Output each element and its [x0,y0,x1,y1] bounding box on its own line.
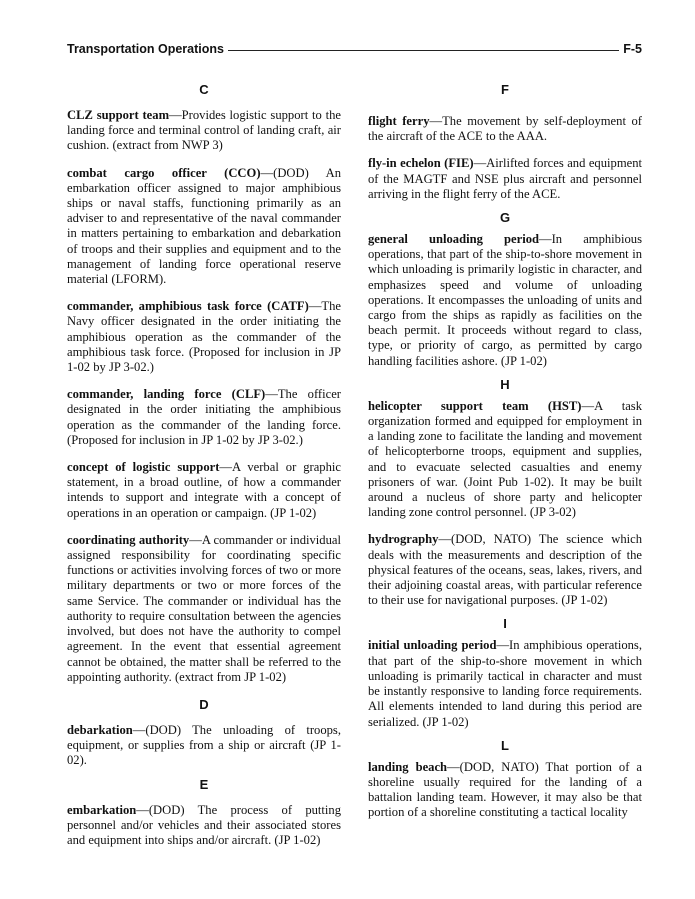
entry-definition: —A verbal or graphic statement, in a broad outline, of how a commander intends to support and integrate with a concept of operations in an operation or campaign. (JP 1-02) [67,460,341,520]
glossary-entry-embarkation [67,803,341,849]
entry-term: landing beach [368,759,448,774]
entry-definition: —A task organization formed and equipped for employment in a landing zone to facilitate the landing and movement of helicopterborne troops, equipment and supplies, and to evacuate selected casualties and enemy prisoners of war. (Joint Pub 1-02). It may be built around a nucleus of shore party and helicopter landing zone control personnel. (JP 3-02) [368,398,642,520]
glossary-entry-concept-of-logistic-support [67,460,341,521]
running-header [67,41,642,57]
entry-term: initial unloading period [368,638,497,653]
entry-definition: —Provides logistic support to the landing force and terminal control of landing craft, air cushion. (extract from NWP 3) [67,108,342,153]
glossary-entry-hydrography [368,532,642,608]
entry-definition: —(DOD) An embarkation officer assigned to major amphibious ships or naval staffs, functioning primarily as an adviser to and representative of the naval commander in matters pertaining to embarkation and debarkation of troops and their supplies and equipment and to the management of landing force operational reserve material (LFORM). [67,165,341,287]
entry-definition: —(DOD, NATO) The science which deals with the measurements and description of the physical features of the oceans, seas, lakes, rivers, and their adjoining coastal areas, with particular reference to their use for navigational purposes. (JP 1-02) [368,532,642,608]
entry-term: debarkation [67,722,133,737]
right-column [368,82,642,821]
entry-definition: —The movement by self-deployment of the aircraft of the ACE to the AAA. [368,114,642,144]
section-letter-e: E [199,776,209,792]
section-letter-f: F [501,82,509,97]
entry-definition: —The Navy officer designated in the order initiating the amphibious operation as the commander of the amphibious task force. (Proposed for inclusion in JP 1-02 by JP 3-02.) [67,299,341,375]
glossary-entry-initial-unloading-period [368,638,642,729]
entry-definition: —(DOD) The process of putting personnel and/or vehicles and their associated stores and equipment into ships and/or aircraft. (JP 1-02) [67,802,341,847]
section-letter-c: C [199,82,209,97]
glossary-entry-coordinating-authority [67,533,341,685]
glossary-entry-debarkation [67,723,341,769]
entry-definition: —(DOD) The unloading of troops, equipment, or supplies from a ship or aircraft (JP 1-02). [67,722,341,768]
glossary-entry-combat-cargo-officer [67,166,341,288]
header-rule [228,50,619,51]
section-letter-g: G [499,210,511,226]
glossary-entry-helicopter-support-team [368,399,642,521]
entry-definition: —Airlifted forces and equipment of the MAGTF and NSE plus aircraft and personnel arriving in the flight ferry of the ACE. [368,156,642,201]
entry-term: commander, amphibious task force (CATF) [67,299,309,314]
entry-term: helicopter support team (HST) [368,398,582,413]
glossary-entry-clz-support-team [67,108,341,154]
header-title: Transportation Operations [67,42,224,56]
entry-term: coordinating authority [67,532,190,547]
entry-term: hydrography [368,532,439,547]
entry-definition: —(DOD, NATO) That portion of a shoreline usually required for the landing of a battalion landing team. However, it may also be that portion of a shoreline constituting a tactical locality [368,759,642,820]
entry-definition: —In amphibious operations, that part of the ship-to-shore movement in which unloading is primarily logistic in character, and emphasizes speed and volume of unloading operations. It encompasses the unloading of units and cargo from the ships as rapidly as facilities on the beach permit. It proceeds without regard to class, type, or priority of cargo, as permitted by cargo handling facilities ashore. (JP 1-02) [368,232,642,368]
glossary-entry-flight-ferry [368,114,642,144]
entry-term: concept of logistic support [67,460,220,475]
entry-term: fly-in echelon (FIE) [368,156,474,171]
section-letter-i: I [503,616,507,632]
entry-definition: —The officer designated in the order initiating the amphibious operation as the commander of the landing force. (Proposed for inclusion in JP 1-02 by JP 3-02.) [67,387,341,447]
entry-term: CLZ support team [67,108,170,122]
left-column [67,82,341,848]
glossary-entry-fly-in-echelon [368,156,642,202]
section-letter-d: D [199,696,209,712]
glossary-entry-landing-beach [368,760,642,821]
section-letter-h: H [500,376,510,392]
entry-term: flight ferry [368,114,430,128]
entry-term: commander, landing force (CLF) [67,387,266,402]
entry-term: combat cargo officer (CCO) [67,165,261,180]
entry-term: general unloading period [368,232,539,247]
page-number: F-5 [623,42,642,56]
glossary-entry-commander-landing-force [67,387,341,448]
glossary-entry-general-unloading-period [368,232,642,369]
entry-definition: —A commander or individual assigned responsibility for coordinating specific functions or activities involving forces of two or more military departments or two or more forces of the same Service. The commander or individual has the authority to require consultation between the agencies involved, but does not have the authority to compel agreement. In the event that essential agreement cannot be obtained, the matter shall be referred to the appointing authority. (extract from JP 1-02) [67,532,341,684]
section-letter-l: L [501,737,509,753]
entry-term: embarkation [67,802,137,817]
glossary-entry-commander-amphibious-task-force [67,299,341,375]
entry-definition: —In amphibious operations, that part of the ship-to-shore movement in which unloading is primarily tactical in character and must be instantly responsive to landing force requirements. All elements intended to land during this period are serialized. (JP 1-02) [368,638,642,729]
